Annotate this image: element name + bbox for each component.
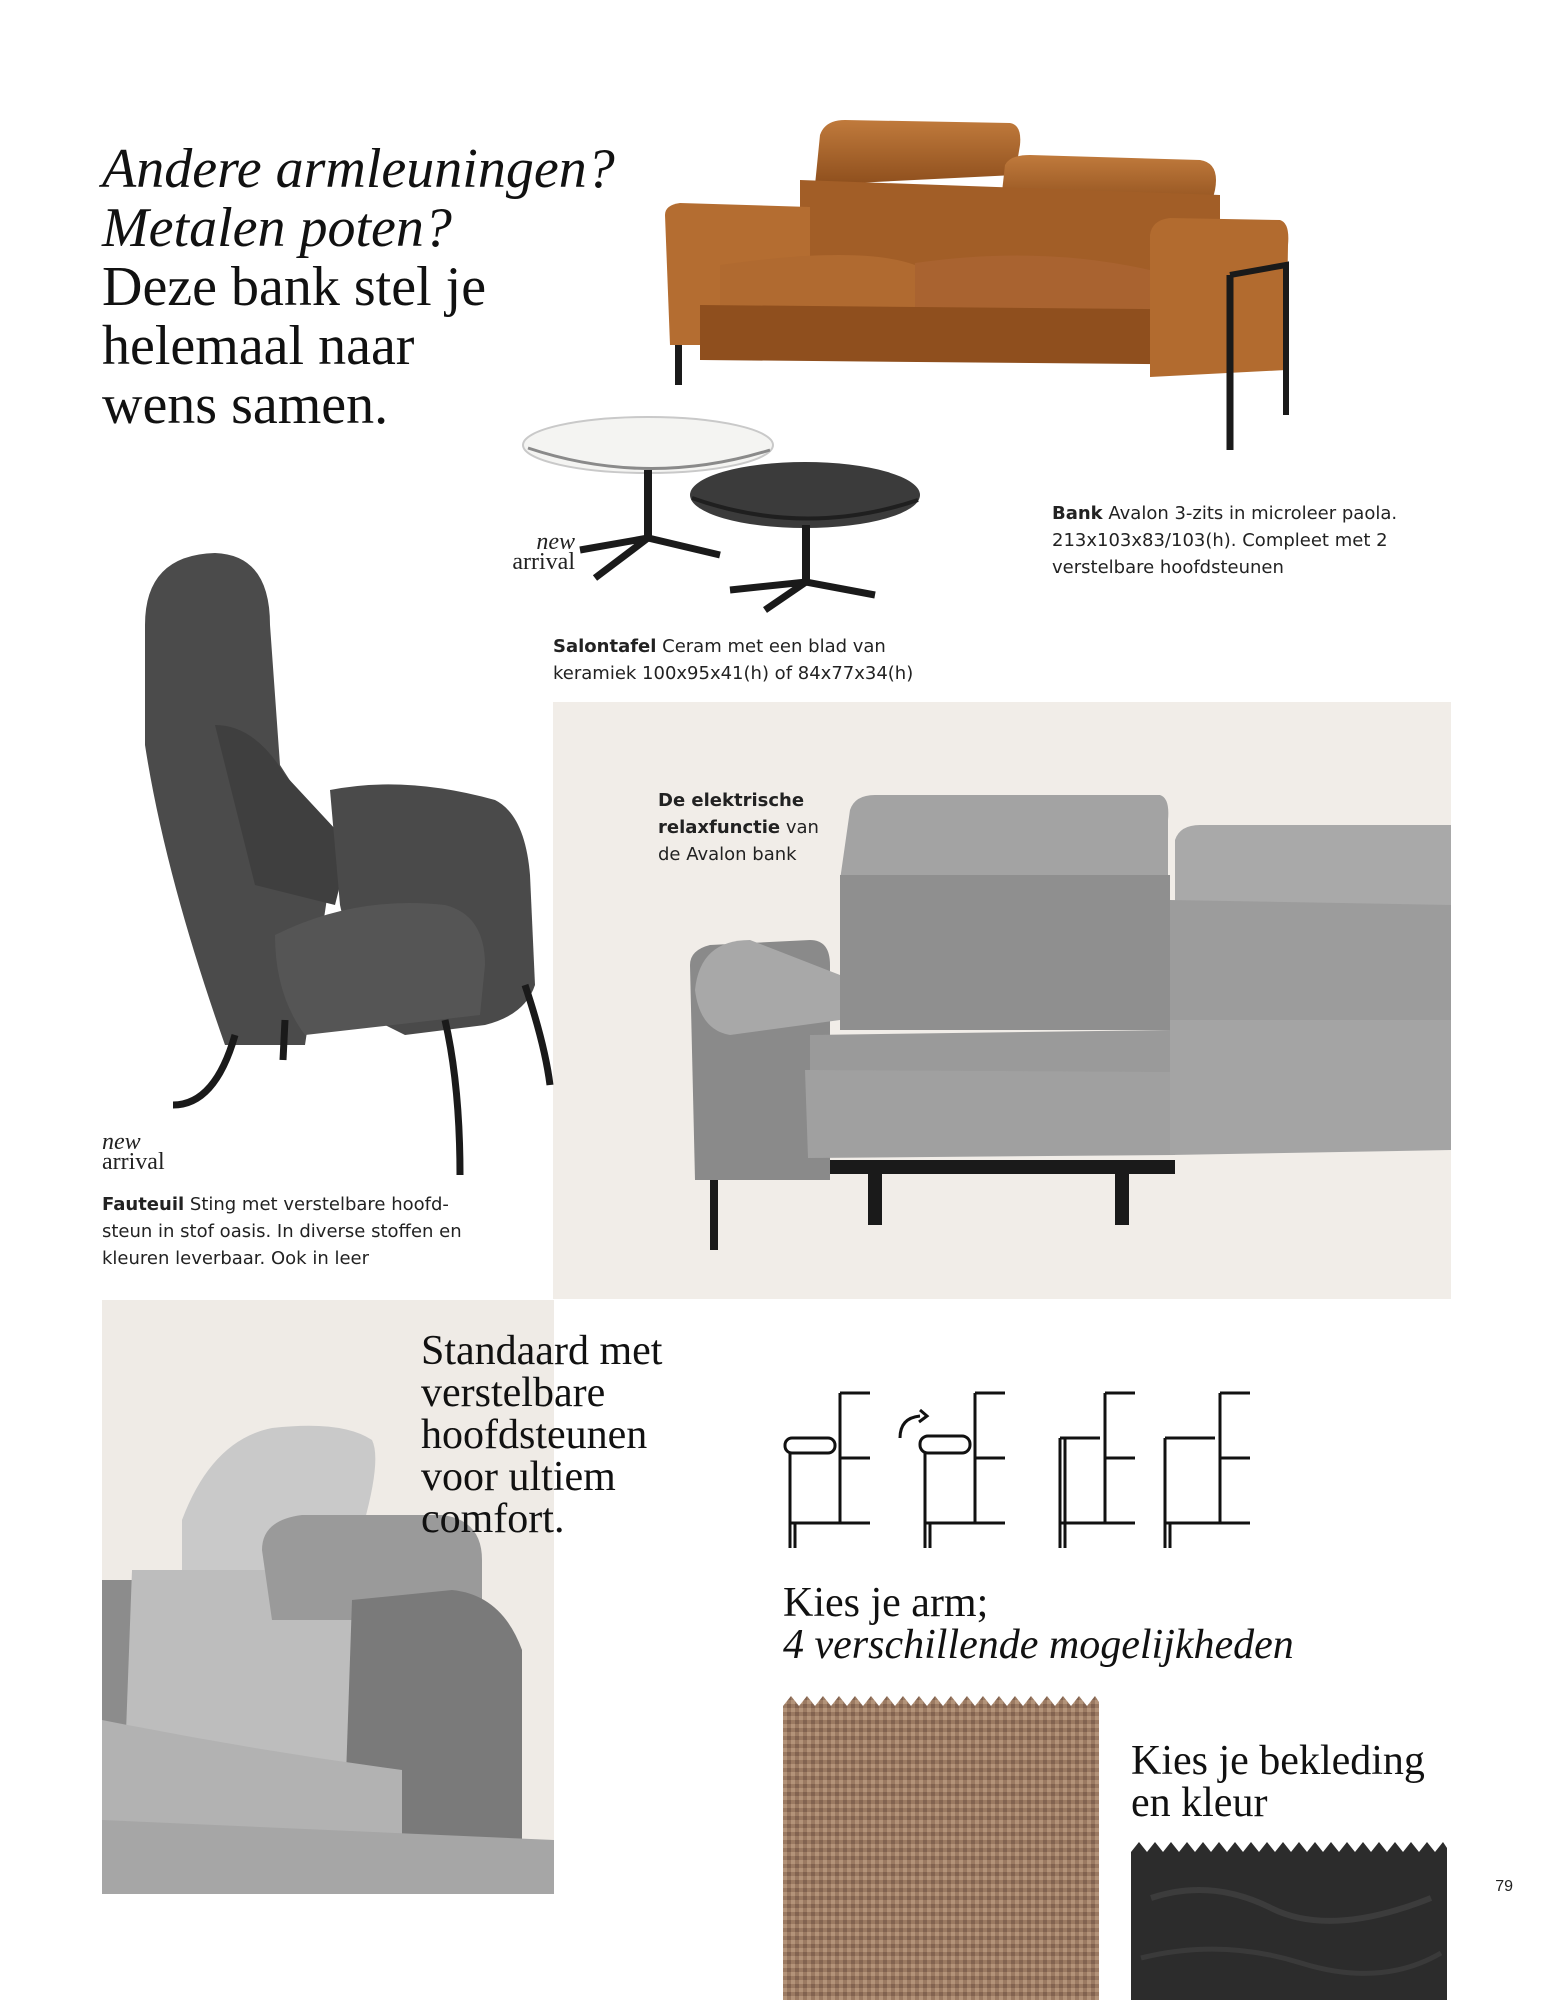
relax-caption-title-2: relaxfunctie — [658, 817, 781, 838]
fauteuil-caption-line-3: kleuren leverbaar. Ook in leer — [102, 1248, 370, 1269]
arm-heading — [783, 1582, 1294, 1666]
arm-options-diagram — [780, 1388, 1250, 1553]
headline-line-2: Metalen poten? — [102, 197, 452, 259]
fauteuil-caption-line-2: steun in stof oasis. In diverse stoffen en — [102, 1221, 462, 1242]
new-arrival-new: new — [102, 1129, 141, 1155]
bank-caption-line-3: verstelbare hoofdsteunen — [1052, 557, 1284, 578]
bank-caption-line-1: Avalon 3-zits in microleer paola. — [1102, 503, 1398, 524]
new-arrival-new: new — [536, 529, 575, 555]
new-arrival-arrival: arrival — [512, 549, 575, 575]
arm-heading-line-2: 4 verschillende mogelijkheden — [783, 1622, 1294, 1668]
relax-caption-line-3: de Avalon bank — [658, 844, 797, 865]
bekleding-heading-line-1: Kies je bekleding — [1131, 1738, 1425, 1784]
headline-line-1: Andere armleuningen? — [102, 138, 615, 200]
new-arrival-arrival: arrival — [102, 1149, 165, 1175]
salontafel-caption-line-2: keramiek 100x95x41(h) of 84x77x34(h) — [553, 663, 914, 684]
relax-caption — [658, 787, 888, 868]
sofa-avalon-leather-image — [660, 115, 1290, 455]
fabric-swatch-dark — [1131, 1838, 1447, 2000]
headline-line-3: Deze bank stel je — [102, 256, 487, 318]
fauteuil-sting-image — [105, 545, 585, 1180]
headline-line-5: wens samen. — [102, 374, 389, 436]
arm-option-3-icon — [1060, 1393, 1135, 1548]
page-headline — [102, 140, 615, 435]
bank-caption-line-2: 213x103x83/103(h). Compleet met 2 — [1052, 530, 1388, 551]
fauteuil-caption-title: Fauteuil — [102, 1194, 185, 1215]
arm-option-2-icon — [900, 1393, 1005, 1548]
salontafel-caption-title: Salontafel — [553, 636, 657, 657]
relax-caption-title-1: De elektrische — [658, 790, 805, 811]
new-arrival-label-fauteuil — [102, 1129, 165, 1175]
page-number: 79 — [1495, 1878, 1513, 1895]
fauteuil-caption — [102, 1191, 502, 1272]
fabric-swatch-brown — [783, 1692, 1099, 2000]
bank-caption-title: Bank — [1052, 503, 1103, 524]
bank-caption — [1052, 500, 1432, 581]
salontafel-caption-line-1: Ceram met een blad van — [656, 636, 886, 657]
arm-option-4-icon — [1165, 1393, 1250, 1548]
fauteuil-caption-line-1: Sting met verstelbare hoofd- — [184, 1194, 449, 1215]
standaard-line-4: voor ultiem — [421, 1454, 616, 1500]
standaard-line-2: verstelbare — [421, 1370, 606, 1416]
standaard-line-5: comfort. — [421, 1496, 565, 1542]
headline-line-4: helemaal naar — [102, 315, 415, 377]
standaard-line-3: hoofdsteunen — [421, 1412, 648, 1458]
arm-heading-line-1: Kies je arm; — [783, 1580, 989, 1626]
standaard-heading — [421, 1330, 662, 1540]
coffee-table-ceram-image — [520, 410, 980, 620]
arm-option-1-icon — [785, 1393, 870, 1548]
relax-caption-rest: van — [780, 817, 819, 838]
salontafel-caption — [553, 633, 953, 687]
bekleding-heading — [1131, 1740, 1425, 1824]
bekleding-heading-line-2: en kleur — [1131, 1780, 1268, 1826]
standaard-line-1: Standaard met — [421, 1328, 663, 1374]
